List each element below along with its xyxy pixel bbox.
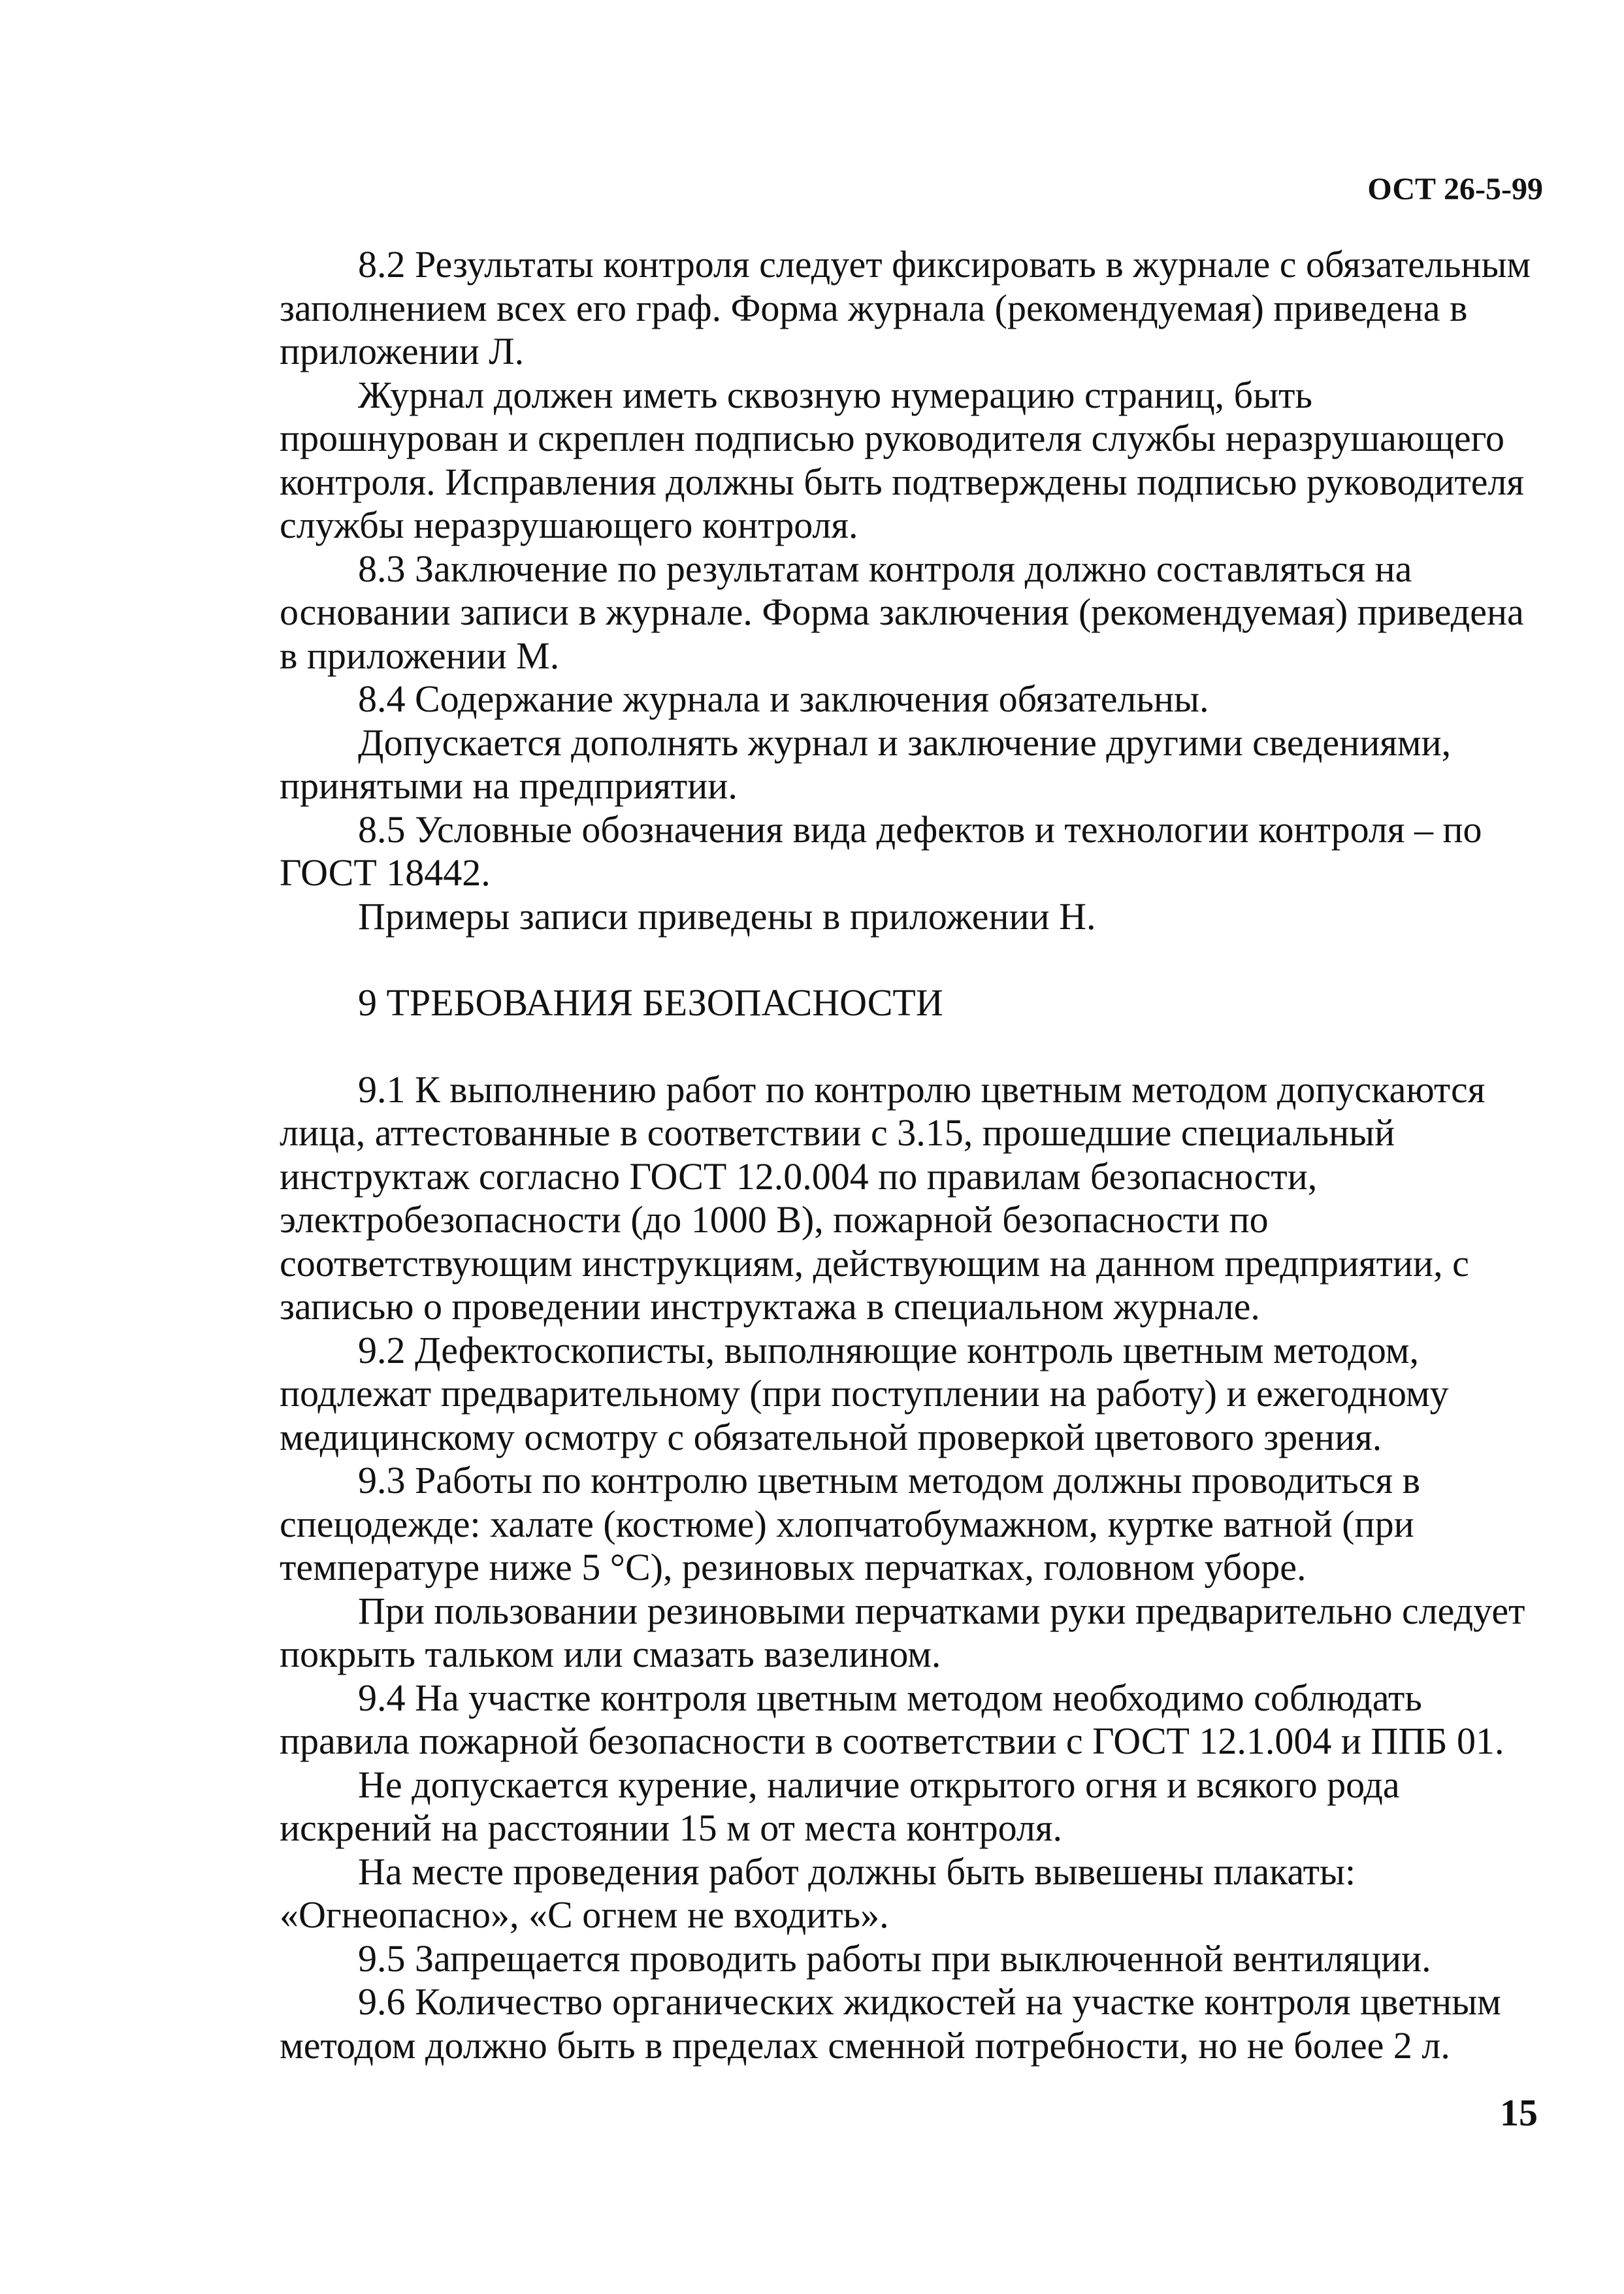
paragraph-9-5: 9.5 Запрещается проводить работы при выключенной вентиляции. [358, 1937, 1431, 1980]
paragraph-8-4: 8.4 Содержание журнала и заключения обязательны. [358, 678, 1209, 720]
paragraph-9-2: 9.2 Дефектоскописты, выполняющие контроль цветным методом, подлежат предварительному (при поступлении на работу) и ежегодному медицинскому осмотру с обязательной проверкой цветового зрения. [280, 1328, 1449, 1458]
paragraph-examples: Примеры записи приведены в приложении Н. [358, 894, 1096, 938]
document-body [280, 243, 1534, 2067]
paragraph-8-5: 8.5 Условные обозначения вида дефектов и технологии контроля – по ГОСТ 18442. [280, 808, 1482, 894]
paragraph-9-1: 9.1 К выполнению работ по контролю цветным методом допускаются лица, аттестованные в соответствии с 3.15, прошедшие специальный инструктаж согласно ГОСТ 12.0.004 по правилам безопасности, электробезопасности (до 1000 В), пожарной безопасности по соответствующим инструкциям, действующим на данном предприятии, с записью о проведении инструктажа в специальном журнале. [280, 1068, 1486, 1328]
page-number: 15 [1500, 2091, 1538, 2134]
paragraph-supplement: Допускается дополнять журнал и заключение другими сведениями, принятыми на предприятии. [280, 721, 1452, 807]
paragraph-no-smoking: Не допускается курение, наличие открытого огня и всякого рода искрений на расстоянии 15 м от места контроля. [280, 1763, 1400, 1849]
paragraph-9-4: 9.4 На участке контроля цветным методом необходимо соблюдать правила пожарной безопасности в соответствии с ГОСТ 12.1.004 и ППБ 01. [280, 1676, 1504, 1762]
paragraph-journal: Журнал должен иметь сквозную нумерацию страниц, быть прошнурован и скреплен подписью руководителя службы неразрушающего контроля. Исправления должны быть подтверждены подписью руководителя службы неразрушающего контроля. [280, 373, 1525, 546]
section-title: 9 ТРЕБОВАНИЯ БЕЗОПАСНОСТИ [358, 981, 943, 1024]
paragraph-9-6: 9.6 Количество органических жидкостей на участке контроля цветным методом должно быть в пределах сменной потребности, но не более 2 л. [280, 1980, 1501, 2067]
paragraph-8-3: 8.3 Заключение по результатам контроля должно составляться на основании записи в журнале. Форма заключения (рекомендуемая) приведена в приложении М. [280, 547, 1524, 677]
paragraph-8-2: 8.2 Результаты контроля следует фиксировать в журнале с обязательным заполнением всех его граф. Форма журнала (рекомендуемая) приведена в приложении Л. [280, 243, 1531, 372]
paragraph-gloves: При пользовании резиновыми перчатками руки предварительно следует покрыть тальком или смазать вазелином. [280, 1589, 1525, 1675]
paragraph-9-3: 9.3 Работы по контролю цветным методом должны проводиться в спецодежде: халате (костюме) хлопчатобумажном, куртке ватной (при температуре ниже 5 °С), резиновых перчатках, головном уборе. [280, 1459, 1421, 1588]
document-code: ОСТ 26-5-99 [1367, 172, 1543, 206]
paragraph-posters: На месте проведения работ должны быть вывешены плакаты: «Огнеопасно», «С огнем не входить». [280, 1850, 1356, 1936]
